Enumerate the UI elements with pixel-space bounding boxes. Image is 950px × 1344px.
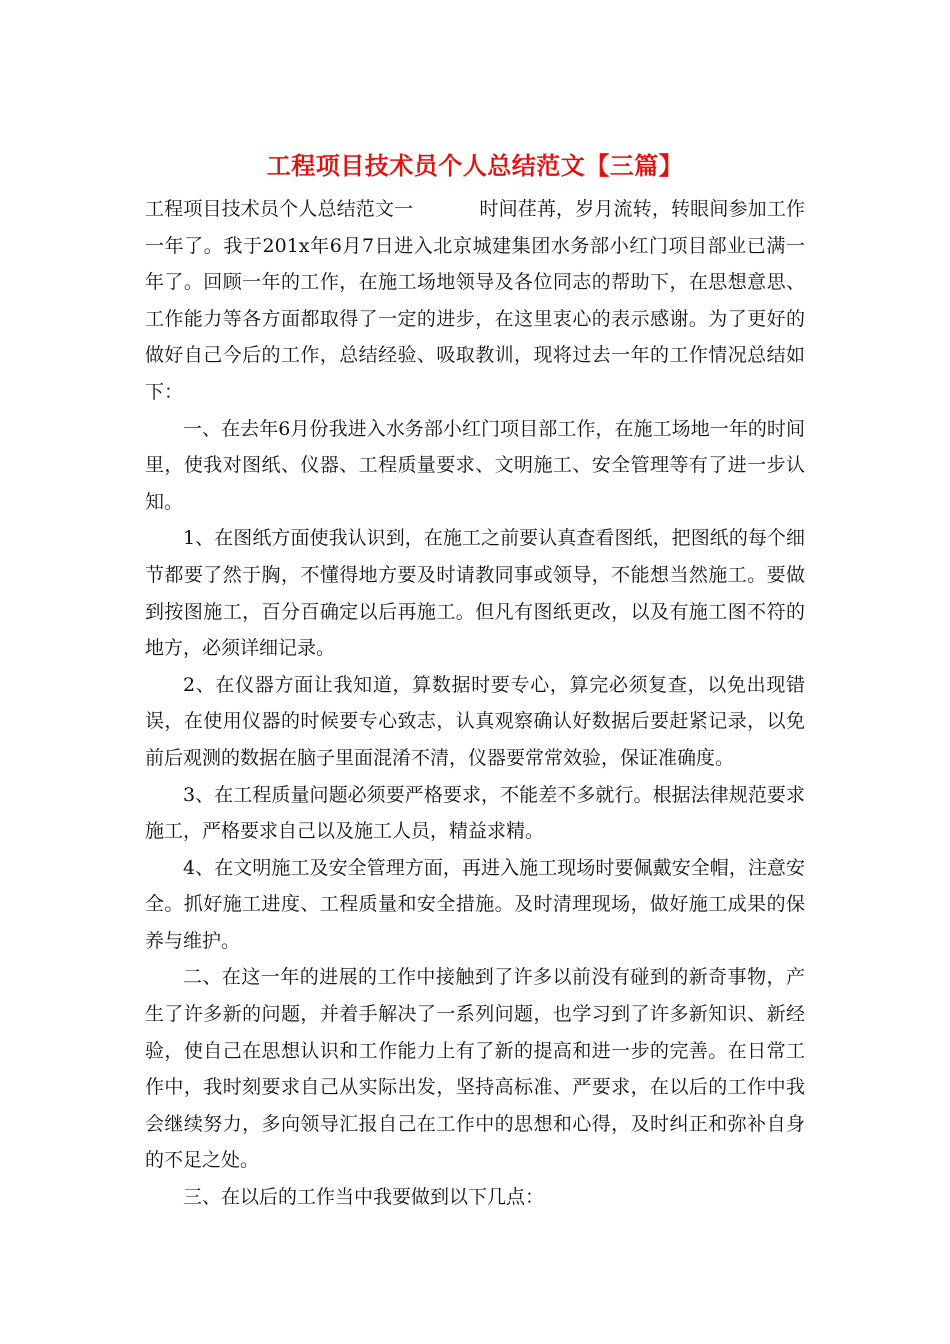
- document-body: [145, 191, 805, 1216]
- intro-paragraph: [145, 191, 805, 411]
- paragraph-section-1: 一、在去年6月份我进入水务部小红门项目部工作，在施工场地一年的时间里，使我对图纸、仪器、工程质量要求、文明施工、安全管理等有了进一步认知。: [145, 417, 805, 513]
- paragraph-item-quality: 3、在工程质量问题必须要严格要求，不能差不多就行。根据法律规范要求施工，严格要求自己以及施工人员，精益求精。: [145, 783, 805, 843]
- document-title: 工程项目技术员个人总结范文【三篇】: [266, 151, 684, 180]
- paragraph-item-drawings: 1、在图纸方面使我认识到，在施工之前要认真查看图纸，把图纸的每个细节都要了然于胸，不懂得地方要及时请教同事或领导，不能想当然施工。要做到按图施工，百分百确定以后再施工。但凡有图纸更改，以及有施工图不符的地方，必须详细记录。: [145, 527, 805, 660]
- intro-label: 工程项目技术员个人总结范文一: [145, 198, 414, 220]
- paragraph-section-3: 三、在以后的工作当中我要做到以下几点：: [183, 1186, 545, 1209]
- paragraph-section-2: 二、在这一年的进展的工作中接触到了许多以前没有碰到的新奇事物，产生了许多新的问题，并着手解决了一系列问题，也学习到了许多新知识、新经验，使自己在思想认识和工作能力上有了新的提高和进一步的完善。在日常工作中，我时刻要求自己从实际出发，坚持高标准、严要求，在以后的工作中我会继续努力，多向领导汇报自己在工作中的思想和心得，及时纠正和弥补自身的不足之处。: [145, 966, 805, 1172]
- intro-text: 时间荏苒，岁月流转，转眼间参加工作一年了。我于201x年6月7日进入北京城建集团水务部小红门项目部业已满一年了。回顾一年的工作，在施工场地领导及各位同志的帮助下，在思想意思、工作能力等各方面都取得了一定的进步，在这里衷心的表示感谢。为了更好的做好自己今后的工作，总结经验、吸取教训，现将过去一年的工作情况总结如下：: [145, 198, 805, 403]
- paragraph-item-instruments: 2、在仪器方面让我知道，算数据时要专心，算完必须复查，以免出现错误，在使用仪器的时候要专心致志，认真观察确认好数据后要赶紧记录，以免前后观测的数据在脑子里面混淆不清，仪器要常常效验，保证准确度。: [145, 673, 805, 769]
- paragraph-item-safety: 4、在文明施工及安全管理方面，再进入施工现场时要佩戴安全帽，注意安全。抓好施工进度、工程质量和安全措施。及时清理现场，做好施工成果的保养与维护。: [145, 856, 805, 952]
